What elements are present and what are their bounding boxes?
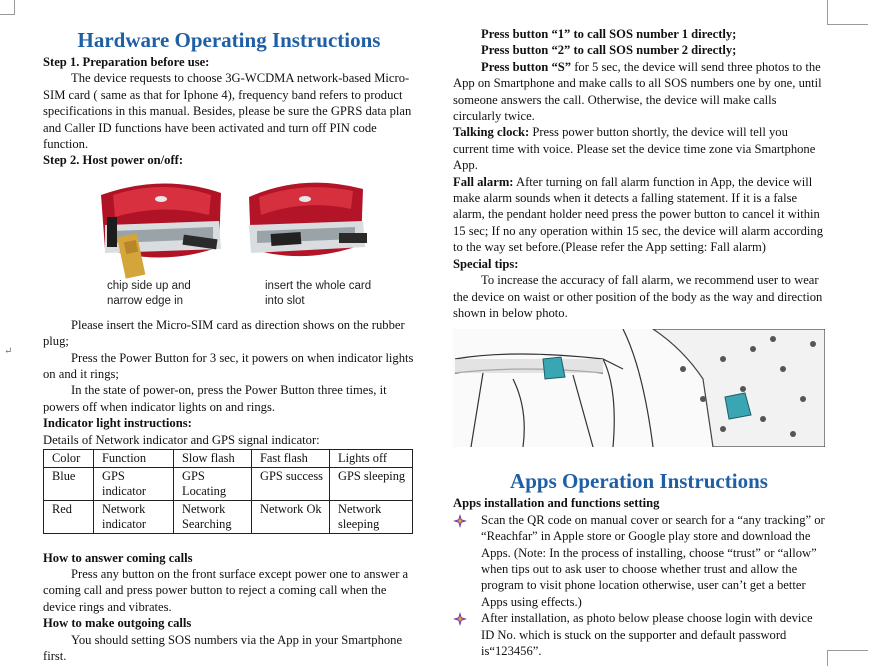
- indicator-table: [43, 449, 413, 534]
- right-column: [453, 26, 825, 659]
- star-bullet-icon: [453, 514, 467, 528]
- press-button-2: Press button “2” to call SOS number 2 directly;: [481, 43, 737, 58]
- talking-clock-body: Press power button shortly, the device will tell you current time with voice. Please set the device time zone via Smartphone App.: [453, 125, 816, 173]
- answer-calls-heading: How to answer coming calls: [43, 550, 193, 565]
- table-header-cell: Fast flash: [252, 450, 330, 468]
- fall-alarm: [453, 174, 825, 256]
- star-bullet-icon: [453, 612, 467, 626]
- paragraph-mark-margin: ↵: [4, 346, 13, 357]
- table-cell: Network sleeping: [330, 500, 413, 533]
- table-row: [44, 500, 413, 533]
- press-button-s-body: for 5 sec, the device will send three photos to the App on Smartphone and make calls to all SOS numbers one by one, until someone answers the call. Otherwise, the device will make calls circularly twice.: [453, 59, 822, 124]
- list-item: [453, 610, 825, 659]
- table-header-row: [44, 450, 413, 468]
- insert-card-paragraph: Please insert the Micro-SIM card as direction shows on the rubber plug;: [43, 317, 405, 349]
- indicator-heading: Indicator light instructions:: [43, 416, 192, 431]
- pendant-device-left: [543, 357, 565, 379]
- press-button-s-label: Press button “S”: [481, 59, 572, 74]
- wearing-photo: [453, 329, 825, 447]
- apps-heading: Apps installation and functions setting: [453, 496, 660, 511]
- table-header-cell: Lights off: [330, 450, 413, 468]
- device-right-image: [249, 182, 367, 256]
- indicator-subheading: Details of Network indicator and GPS signal indicator:: [43, 432, 320, 447]
- step2-heading: Step 2. Host power on/off:: [43, 153, 184, 168]
- photo-caption-right: insert the whole card into slot: [265, 279, 372, 307]
- corner-mark-top-left: [0, 0, 15, 15]
- corner-mark-top-right: [827, 0, 868, 25]
- table-cell: Network indicator: [94, 500, 174, 533]
- left-column: [43, 26, 415, 664]
- table-cell: GPS success: [252, 467, 330, 500]
- table-header-cell: Color: [44, 450, 94, 468]
- special-tips-heading: Special tips:: [453, 256, 519, 271]
- table-cell: Network Searching: [174, 500, 252, 533]
- list-item: [453, 512, 825, 610]
- hardware-title: Hardware Operating Instructions: [77, 28, 381, 52]
- table-cell: GPS Locating: [174, 467, 252, 500]
- corner-mark-bottom-right: [827, 650, 868, 666]
- special-tips-body: To increase the accuracy of fall alarm, we recommend user to wear the device on waist or other position of the body as the way and direction shown in below photo.: [453, 273, 823, 320]
- power-off-paragraph: In the state of power-on, press the Power Button three times, it powers off when indicator lights on and rings.: [43, 383, 387, 414]
- sim-insert-photo: [43, 175, 415, 305]
- apps-login-bullet: After installation, as photo below please choose login with device ID No. which is stuck on the supporter and default password is“123456”.: [481, 611, 813, 658]
- table-header-cell: Slow flash: [174, 450, 252, 468]
- table-cell: Network Ok: [252, 500, 330, 533]
- outgoing-calls-heading: How to make outgoing calls: [43, 616, 192, 631]
- apps-install-bullet: Scan the QR code on manual cover or search for a “any tracking” or “Reachfar” in Apple store or Google play store and download the Apps. (Note: In the process of installing, choose “trust” or “allow” when tips out to ask user to choose whether trust and allow the program to visit phone location otherwise, user can’t get a better Apps using effects.): [481, 512, 825, 609]
- fall-alarm-body: After turning on fall alarm function in App, the device will make alarm sounds when it detects a falling statement. If it is a false alarm, the pendant holder need press the power button to cancel it within 15 sec; If no any operation within 15 sec, the device will alarm according to the way set before.(Please refer the App setting: Fall alarm): [453, 174, 823, 255]
- press-button-s: [453, 59, 825, 125]
- step1-heading: Step 1. Preparation before use:: [43, 55, 210, 69]
- wearing-illustration: [453, 329, 825, 447]
- talking-clock-label: Talking clock:: [453, 125, 530, 140]
- power-on-paragraph: Press the Power Button for 3 sec, it powers on when indicator lights on and it rings;: [43, 350, 414, 382]
- table-cell: Red: [44, 500, 94, 533]
- talking-clock: [453, 124, 825, 173]
- table-header-cell: Function: [94, 450, 174, 468]
- table-cell: GPS indicator: [94, 467, 174, 500]
- step1-body: The device requests to choose 3G-WCDMA network-based Micro-SIM card ( same as that for Iphone 4), frequency band refers to product specifications in this manual. Besides, please be sure the GPRS data plan and Caller ID functions have been activated and turn off PIN code function.: [43, 71, 412, 152]
- fall-alarm-label: Fall alarm:: [453, 174, 514, 189]
- answer-calls-body: Press any button on the front surface except power one to answer a coming call and press power button to reject a coming call when the device rings and vibrates.: [43, 567, 409, 614]
- device-left-image: [101, 183, 221, 278]
- outgoing-calls-body: You should setting SOS numbers via the App in your Smartphone first.: [43, 632, 403, 664]
- table-cell: Blue: [44, 467, 94, 500]
- apps-title: Apps Operation Instructions: [510, 469, 768, 494]
- press-button-1: Press button “1” to call SOS number 1 directly;: [481, 27, 737, 41]
- table-row: [44, 467, 413, 500]
- photo-caption-left: chip side up and narrow edge in: [107, 279, 191, 307]
- table-cell: GPS sleeping: [330, 467, 413, 500]
